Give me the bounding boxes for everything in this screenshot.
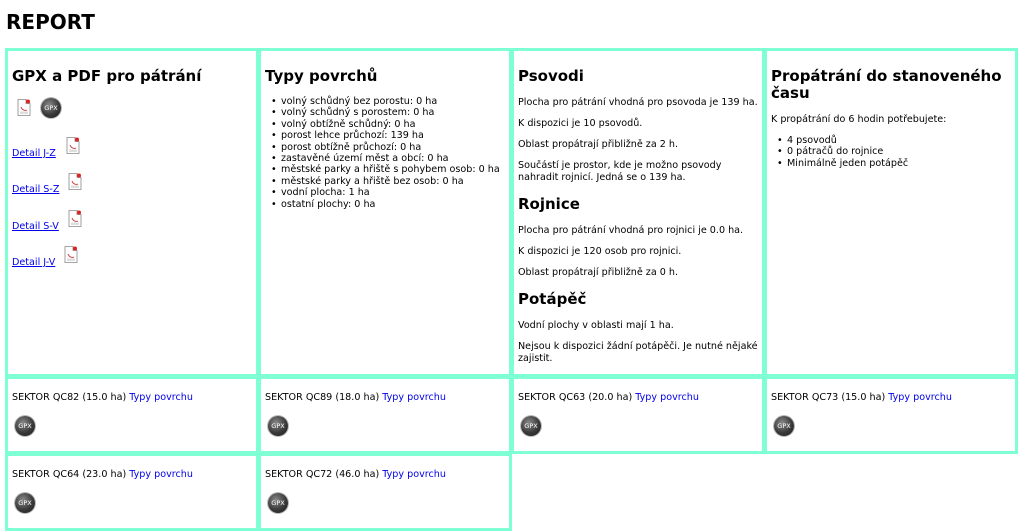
surface-types-link[interactable]: Typy povrchu — [129, 469, 193, 480]
sector-line — [518, 392, 699, 404]
timed-search-panel — [764, 48, 1018, 377]
timed-list — [771, 135, 1007, 169]
sector-line — [265, 392, 446, 404]
sector-card-qc72 — [258, 453, 512, 531]
gpx-icon[interactable]: GPX — [41, 98, 61, 118]
pdf-icon[interactable] — [68, 173, 82, 190]
pdf-icon[interactable] — [64, 246, 78, 263]
list-item: • volný schůdný s porostem: 0 ha — [265, 107, 501, 118]
timed-heading: Propátrání do stanoveného času — [771, 67, 1002, 102]
sector-line — [12, 392, 193, 404]
list-item: • Minimálně jeden potápěč — [771, 158, 1007, 169]
list-item: • městské parky a hřiště s pohybem osob: 0 ha — [265, 164, 501, 175]
gpx-icon[interactable]: GPX — [268, 493, 288, 513]
surface-types-link[interactable]: Typy povrchu — [129, 392, 193, 403]
detail-link-j-z[interactable]: Detail J-Z — [12, 148, 56, 159]
list-item: • porost lehce průchozí: 139 ha — [265, 130, 501, 141]
surface-types-link[interactable]: Typy povrchu — [888, 392, 952, 403]
gpx-icon[interactable]: GPX — [268, 416, 288, 436]
surface-types-link[interactable]: Typy povrchu — [382, 469, 446, 480]
sector-card-qc89 — [258, 376, 512, 454]
divers-availability-text: Nejsou k dispozici žádní potápěči. Je nutné nějaké zajistit. — [518, 341, 758, 364]
surfaces-panel — [258, 48, 512, 377]
gpx-icon[interactable]: GPX — [15, 416, 35, 436]
list-item: • volný obtížně schůdný: 0 ha — [265, 119, 501, 130]
sector-card-qc82 — [5, 376, 259, 454]
detail-link-j-v[interactable]: Detail J-V — [12, 257, 56, 268]
dogs-replace-text: Součástí je prostor, kde je možno psovody nahradit rojnicí. Jedná se o 139 ha. — [518, 160, 722, 183]
dogs-time-text: Oblast propátrají přibližně za 2 h. — [518, 139, 679, 150]
sector-label: SEKTOR QC82 (15.0 ha) — [12, 392, 130, 403]
list-item: • městské parky a hřiště bez osob: 0 ha — [265, 176, 501, 187]
pdf-icon[interactable] — [68, 210, 82, 227]
sector-label: SEKTOR QC73 (15.0 ha) — [771, 392, 889, 403]
sector-label: SEKTOR QC63 (20.0 ha) — [518, 392, 636, 403]
list-item: • vodní plocha: 1 ha — [265, 187, 501, 198]
surfaces-list — [265, 96, 501, 210]
surfaces-heading: Typy povrchů — [265, 67, 378, 85]
sector-label: SEKTOR QC64 (23.0 ha) — [12, 469, 130, 480]
sector-card-qc73 — [764, 376, 1018, 454]
line-count-text: K dispozici je 120 osob pro rojnici. — [518, 246, 682, 257]
pdf-icon[interactable] — [66, 137, 80, 154]
sector-card-qc63 — [511, 376, 765, 454]
divers-heading: Potápěč — [518, 290, 587, 308]
sector-line — [12, 469, 193, 481]
line-time-text: Oblast propátrají přibližně za 0 h. — [518, 267, 679, 278]
dogs-area-text: Plocha pro pátrání vhodná pro psovoda je 139 ha. — [518, 97, 758, 108]
resources-panel — [511, 48, 765, 377]
list-item: • porost obtížně průchozí: 0 ha — [265, 142, 501, 153]
surface-types-link[interactable]: Typy povrchu — [382, 392, 446, 403]
list-item: • zastavěné území měst a obcí: 0 ha — [265, 153, 501, 164]
list-item: • 4 psovodů — [771, 135, 1007, 146]
list-item: • 0 pátračů do rojnice — [771, 146, 1007, 157]
detail-link-s-v[interactable]: Detail S-V — [12, 221, 59, 232]
gpx-icon[interactable]: GPX — [521, 416, 541, 436]
page-title: REPORT — [6, 10, 95, 34]
sector-label: SEKTOR QC72 (46.0 ha) — [265, 469, 383, 480]
sector-line — [771, 392, 952, 404]
list-item: • volný schůdný bez porostu: 0 ha — [265, 96, 501, 107]
line-area-text: Plocha pro pátrání vhodná pro rojnici je 0.0 ha. — [518, 225, 744, 236]
sector-card-qc64 — [5, 453, 259, 531]
gpx-icon[interactable]: GPX — [15, 493, 35, 513]
timed-intro-text: K propátrání do 6 hodin potřebujete: — [771, 114, 947, 125]
sector-line — [265, 469, 446, 481]
pdf-icon[interactable] — [17, 99, 31, 116]
divers-water-text: Vodní plochy v oblasti mají 1 ha. — [518, 320, 674, 331]
dogs-heading: Psovodi — [518, 67, 584, 85]
gpx-icon[interactable]: GPX — [774, 416, 794, 436]
gpx-pdf-heading: GPX a PDF pro pátrání — [12, 67, 202, 85]
gpx-pdf-panel — [5, 48, 259, 377]
line-heading: Rojnice — [518, 195, 580, 213]
list-item: • ostatní plochy: 0 ha — [265, 199, 501, 210]
sector-label: SEKTOR QC89 (18.0 ha) — [265, 392, 383, 403]
detail-link-s-z[interactable]: Detail S-Z — [12, 184, 60, 195]
surface-types-link[interactable]: Typy povrchu — [635, 392, 699, 403]
dogs-count-text: K dispozici je 10 psovodů. — [518, 118, 643, 129]
